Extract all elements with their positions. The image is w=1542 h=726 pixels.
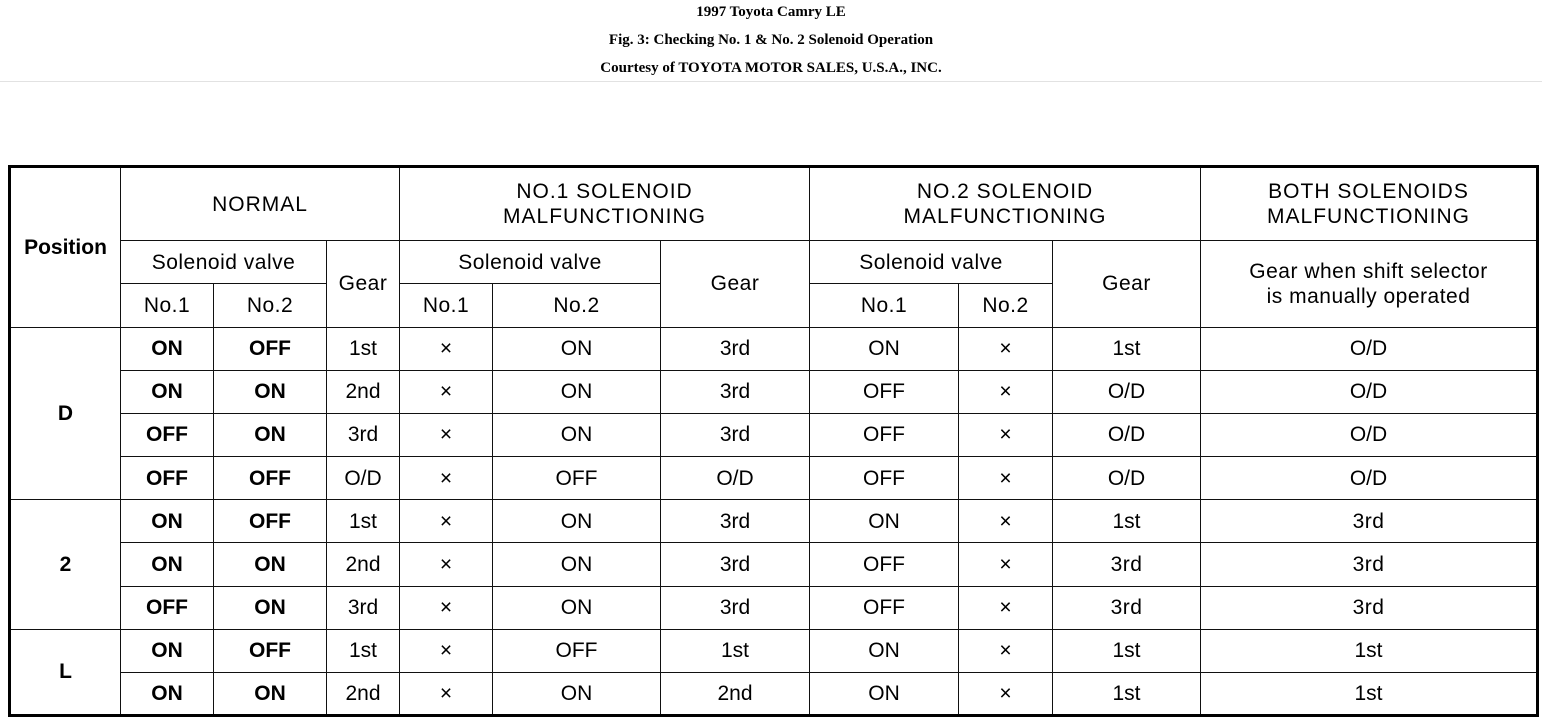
no2-malf-gear-cell: 1st [1053,500,1201,543]
manual-header-line1: Gear when shift selector [1249,259,1488,283]
manual-gear-cell: 3rd [1201,586,1538,629]
manual-gear-cell: 3rd [1201,500,1538,543]
no1-malf-no2-header: No.2 [493,284,661,327]
position-cell: D [10,327,121,500]
normal-gear-cell: 2nd [327,370,400,413]
manual-header-line2: is manually operated [1266,284,1471,308]
document-title: 1997 Toyota Camry LE [696,4,846,20]
no1-malf-no2-cell: ON [493,327,661,370]
no1-malf-no2-cell: ON [493,370,661,413]
normal-gear-header: Gear [327,241,400,327]
no2-solenoid-valve-header: Solenoid valve [810,241,1053,284]
normal-no2-cell: ON [214,672,327,715]
normal-no2-header: No.2 [214,284,327,327]
normal-no1-header: No.1 [121,284,214,327]
no2-malf-no1-header: No.1 [810,284,959,327]
no2-malf-no1-cell: ON [810,672,959,715]
no1-malf-no2-cell: ON [493,413,661,456]
normal-no1-cell: ON [121,327,214,370]
courtesy-line: Courtesy of TOYOTA MOTOR SALES, U.S.A., INC. [600,60,942,76]
normal-gear-cell: 2nd [327,543,400,586]
manual-gear-cell: O/D [1201,457,1538,500]
normal-no1-cell: ON [121,629,214,672]
no2-malf-gear-cell: 3rd [1053,586,1201,629]
both-malfunction-header [1201,167,1538,241]
manual-gear-cell: 1st [1201,629,1538,672]
subheader-row [10,241,1538,284]
no1-malf-gear-cell: 3rd [661,586,810,629]
no2-malf-no2-cell: × [959,500,1053,543]
no2-malf-no2-cell: × [959,370,1053,413]
normal-no1-cell: ON [121,543,214,586]
normal-no2-cell: OFF [214,500,327,543]
position-cell: 2 [10,500,121,629]
no2-malf-no2-header: No.2 [959,284,1053,327]
no1-malf-gear-cell: 3rd [661,370,810,413]
no2-malf-no2-cell: × [959,327,1053,370]
manual-gear-header [1201,241,1538,327]
normal-no2-cell: ON [214,370,327,413]
table-row [10,370,1538,413]
no2-malf-gear-cell: 3rd [1053,543,1201,586]
normal-no1-cell: OFF [121,586,214,629]
no2-malf-no1-cell: OFF [810,457,959,500]
normal-no2-cell: OFF [214,457,327,500]
no1-malf-gear-cell: 2nd [661,672,810,715]
manual-gear-cell: O/D [1201,327,1538,370]
normal-gear-cell: 3rd [327,586,400,629]
normal-solenoid-valve-header: Solenoid valve [121,241,327,284]
manual-gear-cell: O/D [1201,413,1538,456]
group-header-row [10,167,1538,241]
no1-solenoid-valve-header: Solenoid valve [400,241,661,284]
normal-gear-cell: 1st [327,500,400,543]
normal-no2-cell: OFF [214,629,327,672]
manual-gear-cell: 1st [1201,672,1538,715]
no1-malfunction-header [400,167,810,241]
normal-no1-cell: ON [121,672,214,715]
no1-malf-no2-cell: OFF [493,457,661,500]
no1-malf-gear-cell: O/D [661,457,810,500]
table-row [10,543,1538,586]
no2-header-line1: NO.2 SOLENOID [916,179,1094,203]
normal-no1-cell: ON [121,370,214,413]
normal-gear-cell: 2nd [327,672,400,715]
no2-malf-no2-cell: × [959,629,1053,672]
no1-malf-no1-cell: × [400,327,493,370]
no1-malf-no1-cell: × [400,457,493,500]
no1-malf-no1-cell: × [400,629,493,672]
no2-malf-gear-cell: 1st [1053,327,1201,370]
no2-malf-gear-cell: O/D [1053,413,1201,456]
no2-malf-gear-cell: O/D [1053,457,1201,500]
no1-malf-gear-cell: 1st [661,629,810,672]
no1-malf-gear-cell: 3rd [661,543,810,586]
normal-no2-cell: ON [214,586,327,629]
no1-malf-no1-cell: × [400,413,493,456]
no1-malf-no2-cell: OFF [493,629,661,672]
both-header-line2: MALFUNCTIONING [1267,205,1471,229]
no2-malf-no1-cell: OFF [810,413,959,456]
table-row [10,500,1538,543]
normal-no2-cell: OFF [214,327,327,370]
no2-malf-no1-cell: ON [810,500,959,543]
normal-no2-cell: ON [214,543,327,586]
normal-no2-cell: ON [214,413,327,456]
no2-malf-no2-cell: × [959,457,1053,500]
normal-gear-cell: O/D [327,457,400,500]
no1-gear-header: Gear [661,241,810,327]
table-row [10,457,1538,500]
table-row [10,672,1538,715]
table-row [10,413,1538,456]
solenoid-operation-table [8,165,1539,717]
no1-malf-no1-cell: × [400,370,493,413]
no2-gear-header: Gear [1053,241,1201,327]
normal-gear-cell: 1st [327,327,400,370]
no1-malf-no2-cell: ON [493,672,661,715]
manual-gear-cell: 3rd [1201,543,1538,586]
both-header-line1: BOTH SOLENOIDS [1268,179,1469,203]
no2-header-line2: MALFUNCTIONING [903,205,1107,229]
normal-gear-cell: 3rd [327,413,400,456]
normal-no1-cell: ON [121,500,214,543]
header-divider [0,81,1542,82]
no1-header-line1: NO.1 SOLENOID [516,179,693,203]
no1-malf-no1-cell: × [400,500,493,543]
no2-malf-gear-cell: 1st [1053,672,1201,715]
position-header: Position [10,167,121,328]
no2-malf-gear-cell: 1st [1053,629,1201,672]
position-cell: L [10,629,121,715]
no1-malf-no1-cell: × [400,672,493,715]
manual-gear-cell: O/D [1201,370,1538,413]
no1-malf-gear-cell: 3rd [661,327,810,370]
normal-no1-cell: OFF [121,457,214,500]
no2-malf-no1-cell: OFF [810,543,959,586]
no2-malf-no2-cell: × [959,586,1053,629]
no1-malf-no1-cell: × [400,586,493,629]
table-row [10,586,1538,629]
no2-malf-no2-cell: × [959,543,1053,586]
normal-gear-cell: 1st [327,629,400,672]
no1-malf-gear-cell: 3rd [661,500,810,543]
no1-malf-no2-cell: ON [493,500,661,543]
no1-malf-no2-cell: ON [493,586,661,629]
no2-malfunction-header [810,167,1201,241]
no1-malf-no1-header: No.1 [400,284,493,327]
no2-malf-no2-cell: × [959,413,1053,456]
table-row [10,629,1538,672]
no2-malf-no1-cell: ON [810,629,959,672]
no2-malf-no1-cell: OFF [810,370,959,413]
normal-no1-cell: OFF [121,413,214,456]
no1-header-line2: MALFUNCTIONING [503,205,707,229]
no2-malf-gear-cell: O/D [1053,370,1201,413]
no1-malf-no2-cell: ON [493,543,661,586]
no2-malf-no2-cell: × [959,672,1053,715]
normal-group-header: NORMAL [121,167,400,241]
no1-malf-no1-cell: × [400,543,493,586]
table-row [10,327,1538,370]
no1-malf-gear-cell: 3rd [661,413,810,456]
no2-malf-no1-cell: OFF [810,586,959,629]
figure-caption: Fig. 3: Checking No. 1 & No. 2 Solenoid Operation [608,32,934,48]
no2-malf-no1-cell: ON [810,327,959,370]
